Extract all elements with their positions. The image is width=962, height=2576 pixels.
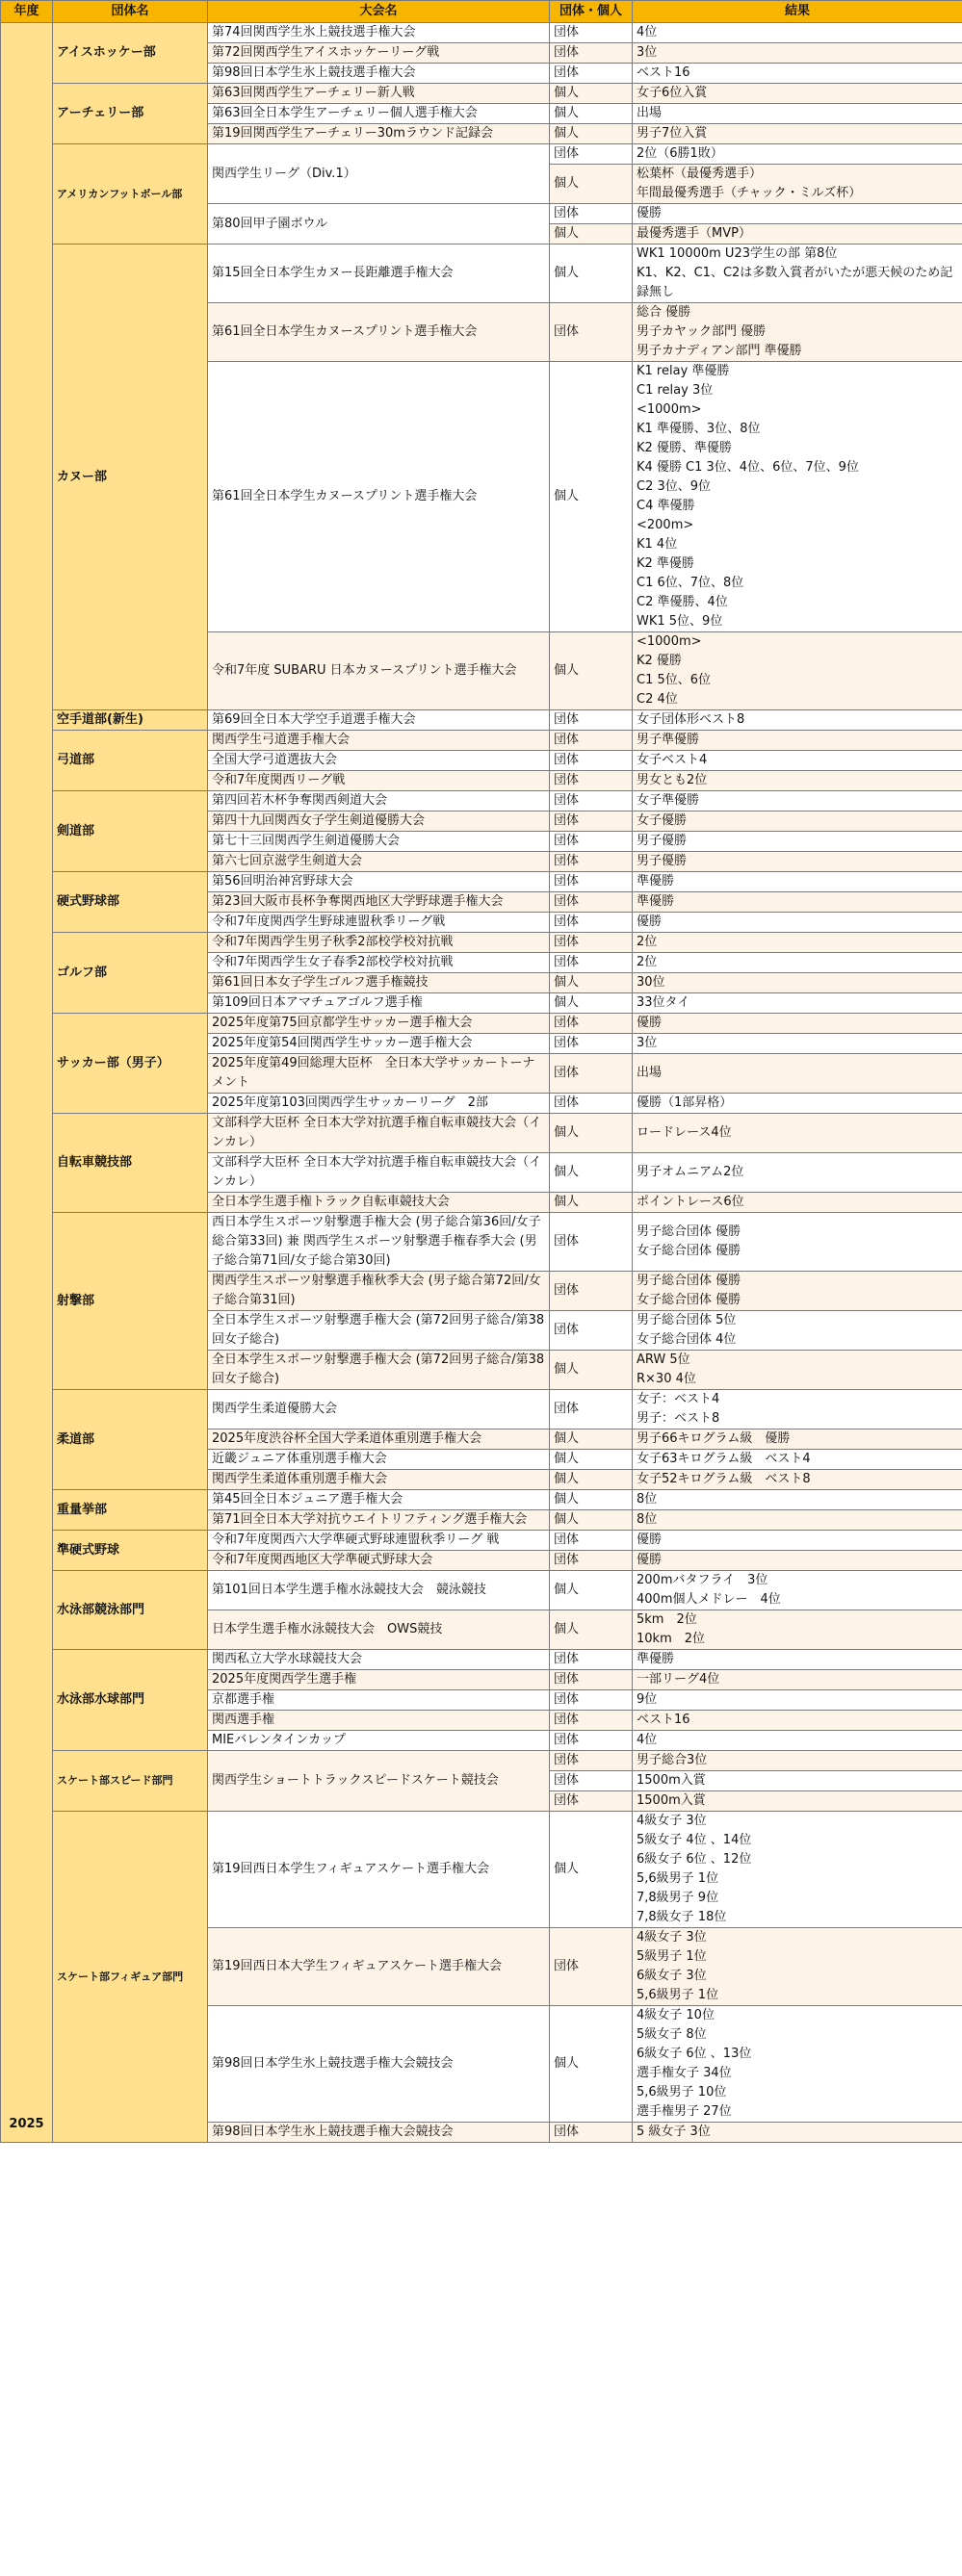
category-cell: 団体: [550, 1690, 633, 1711]
event-name-cell: 関西学生柔道体重別選手権大会: [208, 1470, 550, 1490]
table-row: [1, 245, 962, 303]
category-cell: 個人: [550, 245, 633, 303]
category-cell: 団体: [550, 832, 633, 852]
club-name-cell: カヌー部: [53, 245, 208, 710]
event-name-cell: 第61回日本女子学生ゴルフ選手権競技: [208, 973, 550, 993]
result-cell: 4位: [633, 23, 962, 43]
event-name-cell: MIEバレンタインカップ: [208, 1731, 550, 1751]
event-name-cell: 第19回西日本学生フィギュアスケート選手権大会: [208, 1812, 550, 1928]
category-cell: 個人: [550, 1114, 633, 1153]
category-cell: 団体: [550, 791, 633, 811]
club-name-cell: サッカー部（男子）: [53, 1014, 208, 1114]
result-cell: 男子66キログラム級 優勝: [633, 1430, 962, 1450]
category-cell: 団体: [550, 1928, 633, 2006]
category-cell: 個人: [550, 124, 633, 144]
result-cell: ベスト16: [633, 1711, 962, 1731]
table-row: [1, 1390, 962, 1430]
category-cell: 団体: [550, 771, 633, 791]
result-cell: ロードレース4位: [633, 1114, 962, 1153]
result-cell: 出場: [633, 104, 962, 124]
result-cell: 優勝: [633, 1531, 962, 1551]
event-name-cell: 第四回若木杯争奪関西剣道大会: [208, 791, 550, 811]
category-cell: 団体: [550, 1551, 633, 1571]
result-cell: 女子63キログラム級 ベスト4: [633, 1450, 962, 1470]
result-cell: 男子オムニアム2位: [633, 1153, 962, 1193]
event-name-cell: 第56回明治神宮野球大会: [208, 872, 550, 892]
event-name-cell: 第61回全日本学生カヌースプリント選手権大会: [208, 362, 550, 632]
result-cell: 女子準優勝: [633, 791, 962, 811]
event-name-cell: 全国大学弓道選抜大会: [208, 751, 550, 771]
result-cell: 4級女子 3位 5級女子 4位 、14位 6級女子 6位 、12位 5,6級男子 1位 7,8級男子 9位 7,8級女子 18位: [633, 1812, 962, 1928]
category-cell: 団体: [550, 872, 633, 892]
category-cell: 団体: [550, 1034, 633, 1054]
event-name-cell: 第80回甲子園ボウル: [208, 204, 550, 245]
result-cell: 一部リーグ4位: [633, 1670, 962, 1690]
category-cell: 個人: [550, 1571, 633, 1610]
result-cell: 優勝: [633, 1551, 962, 1571]
event-name-cell: 2025年度第103回関西学生サッカーリーグ 2部: [208, 1094, 550, 1114]
category-cell: 団体: [550, 1751, 633, 1771]
club-name-cell: スケート部スピード部門: [53, 1751, 208, 1812]
event-name-cell: 全日本学生スポーツ射撃選手権大会 (第72回男子総合/第38回女子総合): [208, 1351, 550, 1390]
result-cell: K1 relay 準優勝 C1 relay 3位 <1000m> K1 準優勝、3位、8位 K2 優勝、準優勝 K4 優勝 C1 3位、4位、6位、7位、9位 C2 3位、9位 C4 準優勝 <200m> K1 4位 K2 準優勝 C1 6位、7位、8位 C2 準優勝、4位 WK1 5位、9位: [633, 362, 962, 632]
category-cell: 団体: [550, 731, 633, 751]
table-row: [1, 144, 962, 165]
event-name-cell: 第69回全日本大学空手道選手権大会: [208, 710, 550, 731]
result-cell: 女子団体形ベスト8: [633, 710, 962, 731]
result-cell: 5km 2位 10km 2位: [633, 1610, 962, 1650]
result-cell: <1000m> K2 優勝 C1 5位、6位 C2 4位: [633, 632, 962, 710]
event-name-cell: 2025年度第54回関西学生サッカー選手権大会: [208, 1034, 550, 1054]
category-cell: 個人: [550, 1430, 633, 1450]
category-cell: 個人: [550, 973, 633, 993]
results-body: [1, 23, 962, 2143]
category-cell: 団体: [550, 1213, 633, 1272]
event-name-cell: 第七十三回関西学生剣道優勝大会: [208, 832, 550, 852]
event-name-cell: 第71回全日本大学対抗ウエイトリフティング選手権大会: [208, 1510, 550, 1531]
result-cell: WK1 10000m U23学生の部 第8位 K1、K2、C1、C2は多数入賞者がいたが悪天候のため記録無し: [633, 245, 962, 303]
event-name-cell: 第98回日本学生氷上競技選手権大会競技会: [208, 2006, 550, 2123]
result-cell: 出場: [633, 1054, 962, 1094]
table-row: [1, 933, 962, 953]
club-name-cell: アイスホッケー部: [53, 23, 208, 84]
result-cell: 優勝: [633, 204, 962, 224]
table-row: [1, 23, 962, 43]
category-cell: 団体: [550, 1311, 633, 1351]
result-cell: 女子ベスト4: [633, 751, 962, 771]
category-cell: 団体: [550, 852, 633, 872]
result-cell: 3位: [633, 43, 962, 64]
table-row: [1, 1751, 962, 1771]
result-cell: 9位: [633, 1690, 962, 1711]
header-kind: 団体・個人: [550, 1, 633, 23]
category-cell: 団体: [550, 1531, 633, 1551]
table-row: [1, 872, 962, 892]
category-cell: 個人: [550, 1610, 633, 1650]
event-name-cell: 京都選手権: [208, 1690, 550, 1711]
category-cell: 団体: [550, 913, 633, 933]
category-cell: 個人: [550, 104, 633, 124]
table-row: [1, 1571, 962, 1610]
category-cell: 団体: [550, 892, 633, 913]
category-cell: 団体: [550, 1272, 633, 1311]
club-name-cell: アメリカンフットボール部: [53, 144, 208, 245]
result-cell: 男子総合団体 優勝 女子総合団体 優勝: [633, 1272, 962, 1311]
result-cell: 準優勝: [633, 872, 962, 892]
category-cell: 団体: [550, 204, 633, 224]
result-cell: 4級女子 3位 5級男子 1位 6級女子 3位 5,6級男子 1位: [633, 1928, 962, 2006]
club-name-cell: 準硬式野球: [53, 1531, 208, 1571]
result-cell: 男子総合団体 5位 女子総合団体 4位: [633, 1311, 962, 1351]
result-cell: 松葉杯（最優秀選手） 年間最優秀選手（チャック・ミルズ杯）: [633, 165, 962, 204]
event-name-cell: 第63回関西学生アーチェリー新人戦: [208, 84, 550, 104]
result-cell: 3位: [633, 1034, 962, 1054]
result-cell: 準優勝: [633, 1650, 962, 1670]
category-cell: 個人: [550, 84, 633, 104]
event-name-cell: 第98回日本学生氷上競技選手権大会競技会: [208, 2123, 550, 2143]
result-cell: 4位: [633, 1731, 962, 1751]
event-name-cell: 第六七回京滋学生剣道大会: [208, 852, 550, 872]
event-name-cell: 第63回全日本学生アーチェリー個人選手権大会: [208, 104, 550, 124]
category-cell: 団体: [550, 751, 633, 771]
club-name-cell: ゴルフ部: [53, 933, 208, 1014]
result-cell: 女子52キログラム級 ベスト8: [633, 1470, 962, 1490]
event-name-cell: 関西学生スポーツ射撃選手権秋季大会 (男子総合第72回/女子総合第31回): [208, 1272, 550, 1311]
event-name-cell: 2025年度第75回京都学生サッカー選手権大会: [208, 1014, 550, 1034]
result-cell: ベスト16: [633, 64, 962, 84]
result-cell: 2位（6勝1敗）: [633, 144, 962, 165]
category-cell: 団体: [550, 1094, 633, 1114]
category-cell: 個人: [550, 2006, 633, 2123]
event-name-cell: 第98回日本学生氷上競技選手権大会: [208, 64, 550, 84]
club-name-cell: 重量挙部: [53, 1490, 208, 1531]
result-cell: 優勝: [633, 913, 962, 933]
header-year: 年度: [1, 1, 53, 23]
event-name-cell: 令和7年度関西学生野球連盟秋季リーグ戦: [208, 913, 550, 933]
result-cell: 男子準優勝: [633, 731, 962, 751]
club-name-cell: 自転車競技部: [53, 1114, 208, 1213]
category-cell: 個人: [550, 1490, 633, 1510]
table-row: [1, 1490, 962, 1510]
table-row: [1, 1014, 962, 1034]
event-name-cell: 第四十九回関西女子学生剣道優勝大会: [208, 811, 550, 832]
category-cell: 団体: [550, 710, 633, 731]
event-name-cell: 関西学生弓道選手権大会: [208, 731, 550, 751]
result-cell: 30位: [633, 973, 962, 993]
category-cell: 団体: [550, 43, 633, 64]
result-cell: 男子優勝: [633, 852, 962, 872]
category-cell: 団体: [550, 933, 633, 953]
result-cell: 総合 優勝 男子カヤック部門 優勝 男子カナディアン部門 準優勝: [633, 303, 962, 362]
event-name-cell: 令和7年度関西地区大学準硬式野球大会: [208, 1551, 550, 1571]
category-cell: 団体: [550, 1791, 633, 1812]
category-cell: 団体: [550, 1771, 633, 1791]
result-cell: 5 級女子 3位: [633, 2123, 962, 2143]
club-name-cell: 水泳部水球部門: [53, 1650, 208, 1751]
category-cell: 団体: [550, 811, 633, 832]
event-name-cell: 第101回日本学生選手権水泳競技大会 競泳競技: [208, 1571, 550, 1610]
event-name-cell: 第61回全日本学生カヌースプリント選手権大会: [208, 303, 550, 362]
event-name-cell: 関西選手権: [208, 1711, 550, 1731]
category-cell: 個人: [550, 993, 633, 1014]
result-cell: 女子：ベスト4 男子：ベスト8: [633, 1390, 962, 1430]
event-name-cell: 第45回全日本ジュニア選手権大会: [208, 1490, 550, 1510]
category-cell: 個人: [550, 362, 633, 632]
event-name-cell: 令和7年度関西六大学準硬式野球連盟秋季リーグ 戦: [208, 1531, 550, 1551]
result-cell: 男子7位入賞: [633, 124, 962, 144]
table-row: [1, 1531, 962, 1551]
result-cell: 200mバタフライ 3位 400m個人メドレー 4位: [633, 1571, 962, 1610]
result-cell: 男子総合団体 優勝 女子総合団体 優勝: [633, 1213, 962, 1272]
event-name-cell: 令和7年度関西リーグ戦: [208, 771, 550, 791]
event-name-cell: 第72回関西学生アイスホッケーリーグ戦: [208, 43, 550, 64]
header-event: 大会名: [208, 1, 550, 23]
category-cell: 個人: [550, 1470, 633, 1490]
event-name-cell: 関西私立大学水球競技大会: [208, 1650, 550, 1670]
result-cell: 2位: [633, 933, 962, 953]
result-cell: 8位: [633, 1510, 962, 1531]
result-cell: 33位タイ: [633, 993, 962, 1014]
table-row: [1, 710, 962, 731]
result-cell: 1500m入賞: [633, 1791, 962, 1812]
category-cell: 個人: [550, 224, 633, 245]
event-name-cell: 近畿ジュニア体重別選手権大会: [208, 1450, 550, 1470]
category-cell: 団体: [550, 1711, 633, 1731]
result-cell: 優勝: [633, 1014, 962, 1034]
event-name-cell: 関西学生ショートトラックスピードスケート競技会: [208, 1751, 550, 1812]
event-name-cell: 第109回日本アマチュアゴルフ選手権: [208, 993, 550, 1014]
club-name-cell: アーチェリー部: [53, 84, 208, 144]
category-cell: 個人: [550, 1812, 633, 1928]
category-cell: 団体: [550, 1731, 633, 1751]
club-name-cell: 柔道部: [53, 1390, 208, 1490]
event-name-cell: 令和7年度 SUBARU 日本カヌースプリント選手権大会: [208, 632, 550, 710]
category-cell: 個人: [550, 1193, 633, 1213]
result-cell: 男子総合3位: [633, 1751, 962, 1771]
table-row: [1, 1114, 962, 1153]
club-name-cell: 剣道部: [53, 791, 208, 872]
category-cell: 個人: [550, 1153, 633, 1193]
club-name-cell: 弓道部: [53, 731, 208, 791]
year-cell: 2025: [1, 23, 53, 2143]
event-name-cell: 関西学生柔道優勝大会: [208, 1390, 550, 1430]
table-row: [1, 84, 962, 104]
category-cell: 個人: [550, 1351, 633, 1390]
header-result: 結果: [633, 1, 962, 23]
result-cell: 4級女子 10位 5級女子 8位 6級女子 6位 、13位 選手権女子 34位 5,6級男子 10位 選手権男子 27位: [633, 2006, 962, 2123]
category-cell: 団体: [550, 1670, 633, 1690]
event-name-cell: 令和7年関西学生女子春季2部校学校対抗戦: [208, 953, 550, 973]
table-row: [1, 791, 962, 811]
event-name-cell: 令和7年関西学生男子秋季2部校学校対抗戦: [208, 933, 550, 953]
club-name-cell: 射撃部: [53, 1213, 208, 1390]
event-name-cell: 2025年度関西学生選手権: [208, 1670, 550, 1690]
event-name-cell: 全日本学生選手権トラック自転車競技大会: [208, 1193, 550, 1213]
category-cell: 団体: [550, 64, 633, 84]
event-name-cell: 関西学生リーグ（Div.1）: [208, 144, 550, 204]
category-cell: 団体: [550, 1014, 633, 1034]
event-name-cell: 全日本学生スポーツ射撃選手権大会 (第72回男子総合/第38回女子総合): [208, 1311, 550, 1351]
result-cell: ARW 5位 R×30 4位: [633, 1351, 962, 1390]
result-cell: 最優秀選手（MVP）: [633, 224, 962, 245]
result-cell: 女子6位入賞: [633, 84, 962, 104]
category-cell: 団体: [550, 953, 633, 973]
result-cell: 女子優勝: [633, 811, 962, 832]
event-name-cell: 日本学生選手権水泳競技大会 OWS競技: [208, 1610, 550, 1650]
category-cell: 個人: [550, 1450, 633, 1470]
header-club: 団体名: [53, 1, 208, 23]
event-name-cell: 第19回西日本大学生フィギュアスケート選手権大会: [208, 1928, 550, 2006]
result-cell: 1500m入賞: [633, 1771, 962, 1791]
category-cell: 団体: [550, 1390, 633, 1430]
table-row: [1, 1213, 962, 1272]
table-row: [1, 1650, 962, 1670]
category-cell: 個人: [550, 1510, 633, 1531]
club-name-cell: スケート部フィギュア部門: [53, 1812, 208, 2143]
event-name-cell: 第19回関西学生アーチェリー30mラウンド記録会: [208, 124, 550, 144]
result-cell: 8位: [633, 1490, 962, 1510]
club-name-cell: 空手道部(新生): [53, 710, 208, 731]
club-name-cell: 硬式野球部: [53, 872, 208, 933]
event-name-cell: 第15回全日本学生カヌー長距離選手権大会: [208, 245, 550, 303]
club-name-cell: 水泳部競泳部門: [53, 1571, 208, 1650]
result-cell: ポイントレース6位: [633, 1193, 962, 1213]
result-cell: 2位: [633, 953, 962, 973]
category-cell: 個人: [550, 165, 633, 204]
table-row: [1, 1812, 962, 1928]
event-name-cell: 西日本学生スポーツ射撃選手権大会 (男子総合第36回/女子総合第33回) 兼 関西学生スポーツ射撃選手権春季大会 (男子総合第71回/女子総合第30回): [208, 1213, 550, 1272]
category-cell: 団体: [550, 1054, 633, 1094]
event-name-cell: 第74回関西学生氷上競技選手権大会: [208, 23, 550, 43]
event-name-cell: 2025年度渋谷杯全国大学柔道体重別選手権大会: [208, 1430, 550, 1450]
category-cell: 団体: [550, 1650, 633, 1670]
category-cell: 団体: [550, 303, 633, 362]
result-cell: 準優勝: [633, 892, 962, 913]
event-name-cell: 文部科学大臣杯 全日本大学対抗選手権自転車競技大会（インカレ）: [208, 1114, 550, 1153]
table-row: [1, 731, 962, 751]
category-cell: 団体: [550, 2123, 633, 2143]
category-cell: 個人: [550, 632, 633, 710]
event-name-cell: 2025年度第49回総理大臣杯 全日本大学サッカートーナメント: [208, 1054, 550, 1094]
event-name-cell: 第23回大阪市長杯争奪関西地区大学野球選手権大会: [208, 892, 550, 913]
event-name-cell: 文部科学大臣杯 全日本大学対抗選手権自転車競技大会（インカレ）: [208, 1153, 550, 1193]
result-cell: 優勝（1部昇格）: [633, 1094, 962, 1114]
result-cell: 男子優勝: [633, 832, 962, 852]
header-row: [1, 1, 962, 23]
result-cell: 男女とも2位: [633, 771, 962, 791]
category-cell: 団体: [550, 144, 633, 165]
category-cell: 団体: [550, 23, 633, 43]
